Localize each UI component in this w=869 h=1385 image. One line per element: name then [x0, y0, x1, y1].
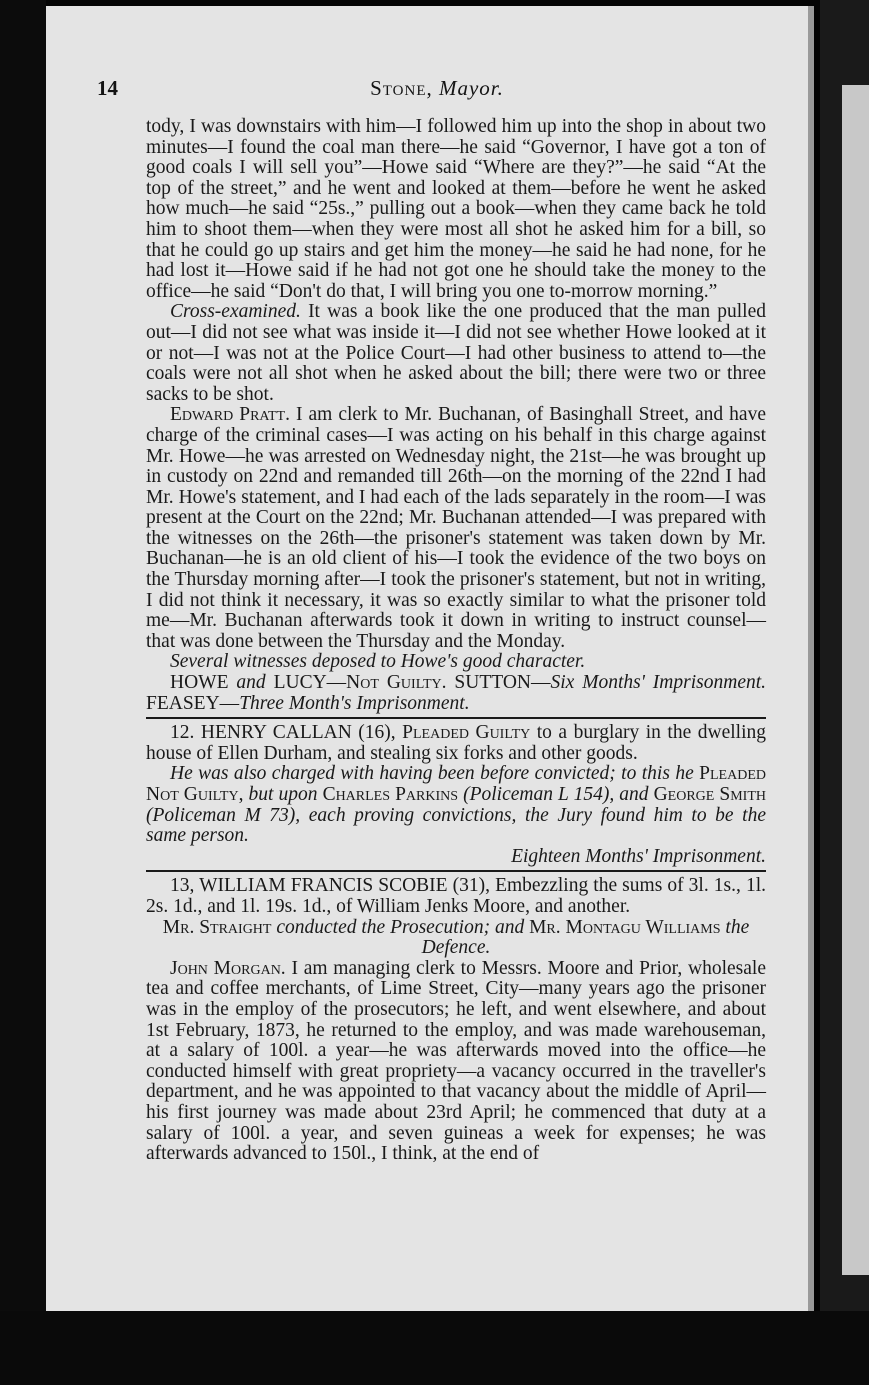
verdict-and: and — [236, 672, 266, 694]
case-12-defendant: 12. HENRY CALLAN (16), — [170, 722, 403, 744]
case-13-heading: 13, WILLIAM FRANCIS SCOBIE (31), Embezzling the sums of 3l. 1s., 1l. 2s. 1d., and 1l. 19s. 1d., of William Jenks Moore, and another. — [146, 875, 766, 917]
facing-page-strip — [820, 0, 869, 1385]
sentence-sutton: Six Months' Imprisonment. — [550, 672, 767, 694]
sentence-feasey: Three Month's Imprisonment. — [239, 692, 470, 714]
cross-examination-text: It was a book like the one produced that the man pulled out—I did not see what was inside it—I did not see whether Howe looked at it or not—I was not at the Police Court—I had other business to attend to—the coals were not all shot when he asked about the bill; there were two or three sacks to be shot. — [146, 301, 766, 405]
scan-bottom-band — [0, 1311, 869, 1385]
morgan-testimony: I am managing clerk to Messrs. Moore and Prior, wholesale tea and coffee merchants, of Lime Street, City—many years ago the prisoner was in the employ of the prosecutors; he left, and went elsewhere, and about 1st February, 1873, he returned to the employ, and was made warehouseman, at a salary of 100l. a year—he was afterwards moved into the office—he conducted himself with great propriety—a vacancy occurred in the traveller's department, and he was appointed to that vacancy about the middle of April—his first journey was made about 23rd April; he commenced that duty at a salary of 100l. a year, and seven guineas a week for expenses; he was afterwards advanced to 150l., I think, at the end of — [146, 957, 767, 1165]
defendant-lucy: LUCY— — [273, 672, 347, 694]
case-12-plea: Pleaded Guilty — [402, 722, 531, 744]
character-witnesses-note: Several witnesses deposed to Howe's good character. — [170, 651, 586, 673]
case-13-testimony — [146, 959, 766, 1165]
case-12-charge: to a burglary in the dwelling house of Ellen Durham, and stealing six forks and other goods. — [146, 722, 766, 764]
defendant-howe: HOWE — [170, 672, 229, 694]
running-head-title: Mayor. — [438, 76, 504, 100]
prosecution-text: conducted the Prosecution; and — [271, 916, 530, 938]
witness-smith-role: (Policeman M 73), each proving convictions, the Jury found him to be the same person. — [146, 804, 766, 847]
page-number: 14 — [97, 76, 118, 100]
witness-morgan: John Morgan. — [170, 957, 286, 979]
prosecution-counsel: Mr. Straight — [162, 916, 272, 938]
defence-counsel: Mr. Montagu Williams — [529, 916, 721, 938]
case-12-prior-conviction — [146, 764, 766, 846]
case-12-sentence: Eighteen Months' Imprisonment. — [511, 845, 766, 867]
witness-name: Edward Pratt. — [170, 404, 290, 426]
case-divider — [146, 870, 766, 872]
left-margin-strip — [0, 0, 46, 1385]
verdict-not-guilty: Not Guilty. — [346, 672, 447, 694]
witness-paragraph — [146, 405, 766, 652]
case-12-heading — [146, 723, 766, 764]
case-divider — [146, 717, 766, 719]
defendant-feasey: FEASEY— — [146, 692, 240, 714]
cross-examination-paragraph — [146, 302, 766, 405]
facing-page-edge — [842, 85, 869, 1275]
prior-charge-but: but upon — [243, 784, 323, 805]
defence-text: the Defence. — [421, 916, 750, 959]
running-head — [97, 76, 777, 101]
cross-examined-label: Cross-examined. — [170, 301, 301, 323]
verdict-line — [146, 673, 766, 714]
counsel-line — [146, 918, 766, 959]
testimony-paragraph: tody, I was downstairs with him—I followed him up into the shop in about two minutes—I found the coal man there—he said “Governor, I have got a ton of good coals I will sell you”—Howe said “Where are they?”—he said “At the top of the street,” and he went and looked at them—before he went he asked how much—he said “25s.,” pulling out a book—when they came back he told him to shoot them—when they were most all shot he asked him for a bill, so that he could go up stairs and get him the money—he said he had none, for he had lost it—Howe said if he had not got one he should take the money to the office—he said “Don't do that, I will bring you one to-morrow morning.” — [146, 116, 766, 302]
prior-charge-text: He was also charged with having been before convicted; to this he — [170, 763, 700, 785]
witness-parkins: Charles Parkins — [322, 784, 459, 805]
witness-parkins-role: (Policeman L 154), and — [458, 784, 654, 805]
witness-smith: George Smith — [653, 784, 766, 805]
page-body — [146, 117, 766, 1165]
running-head-name: Stone, — [370, 76, 433, 100]
defendant-sutton: SUTTON— — [454, 672, 551, 694]
witness-text: I am clerk to Mr. Buchanan, of Basinghall Street, and have charge of the criminal cases—I was acting on his behalf in this charge against Mr. Howe—he was arrested on Wednesday night, the 21st—he was brought up in custody on 22nd and remanded till 26th—on the morning of the 22nd I had Mr. Howe's statement, and I had each of the lads separately in the room—I was present at the Court on the 22nd; Mr. Buchanan attended—I was prepared with the witnesses on the 26th—the prisoner's statement was taken down by Mr. Buchanan—he is an old client of his—I took the evidence of the two boys on the Thursday morning after—I took the prisoner's statement, but not in writing, I did not think it necessary, it was so exactly similar to what the prisoner told me—Mr. Buchanan afterwards took it down in writing to instruct counsel—that was done between the Thursday and the Monday. — [146, 404, 766, 652]
prior-charge-plea: Pleaded Not Guilty, — [146, 763, 766, 805]
page-header — [97, 76, 777, 104]
